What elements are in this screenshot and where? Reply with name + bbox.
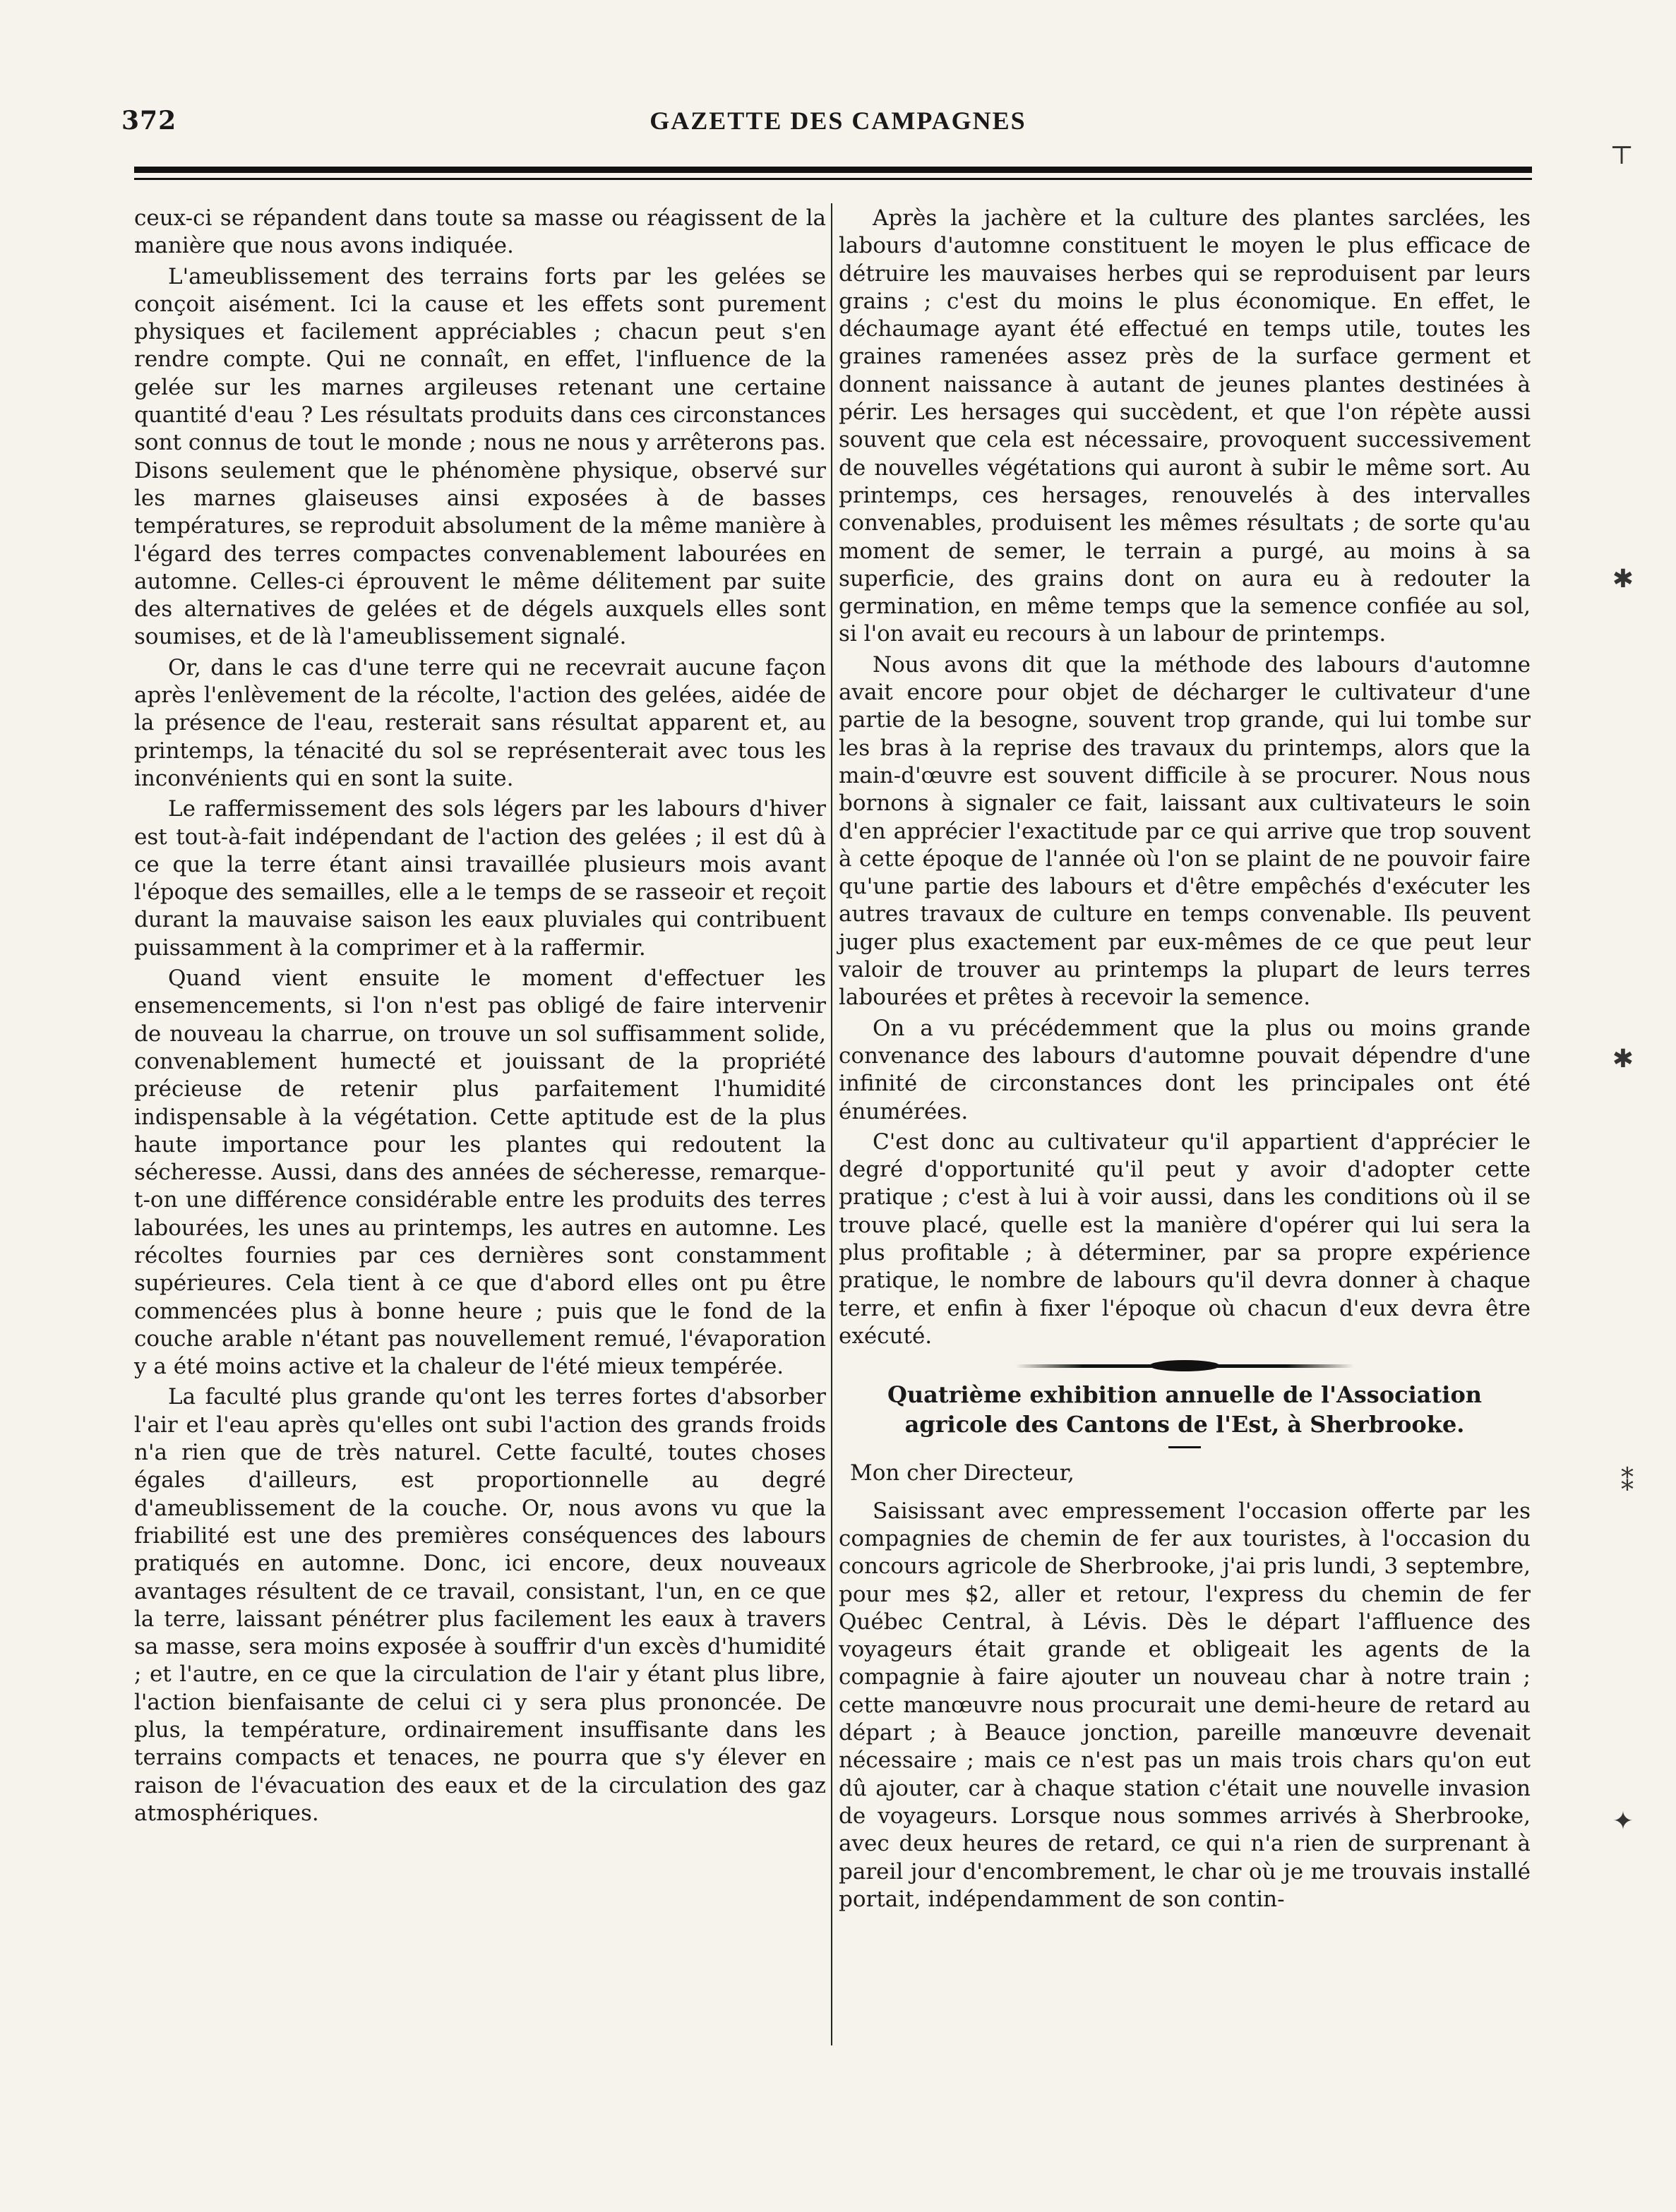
paragraph: Le raffermissement des sols légers par les labours d'hiver est tout-à-fait indépendant de l'action des gelées ; il est dû à ce que la terre étant ainsi travaillée plusieurs mois avant l'époque des semailles, elle a le temps de se rasseoir et reçoit durant la mauvaise saison les eaux pluviales qui contribuent puissamment à la comprimer et à la raffermir. [134, 796, 826, 961]
header-rule-thin [134, 178, 1532, 180]
right-column [839, 205, 1531, 1916]
margin-mark: ✱ [1612, 565, 1634, 594]
margin-mark: ⁑ [1621, 1468, 1634, 1497]
salutation: Mon cher Directeur, [850, 1460, 1075, 1486]
paragraph: On a vu précédemment que la plus ou moins grande convenance des labours d'automne pouvait dépendre d'une infinité de circonstances dont les principales ont été énumérées. [839, 1015, 1531, 1124]
paragraph: Nous avons dit que la méthode des labours d'automne avait encore pour objet de décharger le cultivateur d'une partie de la besogne, souvent trop grande, qui lui tombe sur les bras à la reprise des travaux du printemps, alors que la main-d'œuvre est souvent difficile à se procurer. Nous nous bornons à signaler ce fait, laissant aux cultivateurs le soin d'en apprécier l'exactitude par ce qui arrive que trop souvent à cette époque de l'année où l'on se plaint de ne pouvoir faire qu'une partie des labours et d'être empêchés d'exécuter les autres travaux de culture en temps convenable. Ils peuvent juger plus exactement par eux-mêmes de ce que peut leur valoir de trouver au printemps la plupart de leurs terres labourées et prêtes à recevoir la semence. [839, 651, 1531, 1011]
ornamental-rule [1015, 1364, 1354, 1368]
header-rule-thick [134, 167, 1532, 173]
running-title: GAZETTE DES CAMPAGNES [650, 107, 1026, 135]
paragraph: Quand vient ensuite le moment d'effectuer les ensemencements, si l'on n'est pas obligé de faire intervenir de nouveau la charrue, on trouve un sol suffisamment solide, convenablement humecté et jouissant de la propriété précieuse de retenir plus parfaitement l'humidité indispensable à la végétation. Cette aptitude est de la plus haute importance pour les plantes qui redoutent la sécheresse. Aussi, dans des années de sécheresse, remarque-t-on une différence considérable entre les produits des terres labourées, les unes au printemps, les autres en automne. Les récoltes fournies par ces dernières sont constamment supérieures. Cela tient à ce que d'abord elles ont pu être commencées plus à bonne heure ; puis que le fond de la couche arable n'étant pas nouvellement remué, l'évaporation y a été moins active et la chaleur de l'été mieux tempérée. [134, 966, 826, 1380]
paragraph: C'est donc au cultivateur qu'il appartient d'apprécier le degré d'opportunité qu'il peut y avoir d'adopter cette pratique ; c'est à lui à voir aussi, dans les conditions où il se trouve placé, quelle est la manière d'opérer qui lui sera la plus profitable ; à déterminer, par sa propre expérience pratique, le nombre de labours qu'il devra donner à chaque terre, et enfin à fixer l'époque où chacun d'eux devra être exécuté. [839, 1129, 1531, 1349]
margin-mark: ⊤ [1610, 141, 1634, 170]
left-column [134, 205, 826, 1830]
column-divider [831, 203, 832, 2045]
margin-mark: ✱ [1612, 1045, 1634, 1074]
article-heading: Quatrième exhibition annuelle de l'Association agricole des Cantons de l'Est, à Sherbrooke. [887, 1381, 1483, 1438]
article-body: Saisissant avec empressement l'occasion offerte par les compagnies de chemin de fer aux touristes, à l'occasion du concours agricole de Sherbrooke, j'ai pris lundi, 3 septembre, pour mes $2, aller et retour, l'express du chemin de fer Québec Central, à Lévis. Dès le départ l'affluence des voyageurs était grande et obligeait les agents de la compagnie à faire ajouter un nouveau char à notre train ; cette manœuvre nous procurait une demi-heure de retard au départ ; à Beauce jonction, pareille manœuvre devenait nécessaire ; mais ce n'est pas un mais trois chars qu'on eut dû ajouter, car à chaque station c'était une nouvelle invasion de voyageurs. Lorsque nous sommes arrivés à Sherbrooke, avec deux heures de retard, ce qui n'a rien de surprenant à pareil jour d'encombrement, le char où je me trouvais installé portait, indépendamment de son contin- [839, 1498, 1531, 1912]
paragraph: L'ameublissement des terrains forts par les gelées se conçoit aisément. Ici la cause et les effets sont purement physiques et facilement appréciables ; chacun peut s'en rendre compte. Qui ne connaît, en effet, l'influence de la gelée sur les marnes argileuses retenant une certaine quantité d'eau ? Les résultats produits dans ces circonstances sont connus de tout le monde ; nous ne nous y arrêterons pas. Disons seulement que le phénomène physique, observé sur les marnes glaiseuses ainsi exposées à de basses températures, se reproduit absolument de la même manière à l'égard des terres compactes convenablement labourées en automne. Celles-ci éprouvent le même délitement par suite des alternatives de gelées et de dégels auxquels elles sont soumises, et de là l'ameublissement signalé. [134, 263, 826, 650]
margin-mark: ✦ [1612, 1807, 1634, 1836]
paragraph: La faculté plus grande qu'ont les terres fortes d'absorber l'air et l'eau après qu'elles ont subi l'action des grands froids n'a rien que de très naturel. Cette faculté, toutes choses égales d'ailleurs, est proportionnelle au degré d'ameublissement de la couche. Or, nous avons vu que la friabilité est une des premières conséquences des labours pratiqués en automne. Donc, ici encore, deux nouveaux avantages résultent de ce travail, consistant, l'un, en ce que la terre, laissant pénétrer plus facilement les eaux à travers sa masse, sera moins exposée à souffrir d'un excès d'humidité ; et l'autre, en ce que la circulation de l'air y étant plus libre, l'action bienfaisante de celui ci y sera plus prononcée. De plus, la température, ordinairement insuffisante dans les terrains compacts et tenaces, ne pourra que s'y élever en raison de l'évacuation des eaux et de la circulation des gaz atmosphériques. [134, 1384, 826, 1826]
short-rule [1168, 1446, 1201, 1448]
paragraph: ceux-ci se répandent dans toute sa masse ou réagissent de la manière que nous avons indiquée. [134, 205, 826, 259]
page-number: 372 [121, 106, 177, 136]
paragraph: Or, dans le cas d'une terre qui ne recevrait aucune façon après l'enlèvement de la récolte, l'action des gelées, aidée de la présence de l'eau, resterait sans résultat apparent et, au printemps, la ténacité du sol se représenterait avec tous les inconvénients qui en sont la suite. [134, 654, 826, 791]
paragraph: Après la jachère et la culture des plantes sarclées, les labours d'automne constituent le moyen le plus efficace de détruire les mauvaises herbes qui se reproduisent par leurs grains ; c'est du moins le plus économique. En effet, le déchaumage ayant été effectué en temps utile, toutes les graines ramenées assez près de la surface germent et donnent naissance à autant de jeunes plantes destinées à périr. Les hersages qui succèdent, et que l'on répète aussi souvent que cela est nécessaire, provoquent successivement de nouvelles végétations qui auront à subir le même sort. Au printemps, ces hersages, renouvelés à des intervalles convenables, produisent les mêmes résultats ; de sorte qu'au moment de semer, le terrain a purgé, au moins à sa superficie, des grains dont on aura eu à redouter la germination, en même temps que la semence confiée au sol, si l'on avait eu recours à un labour de printemps. [839, 205, 1531, 647]
